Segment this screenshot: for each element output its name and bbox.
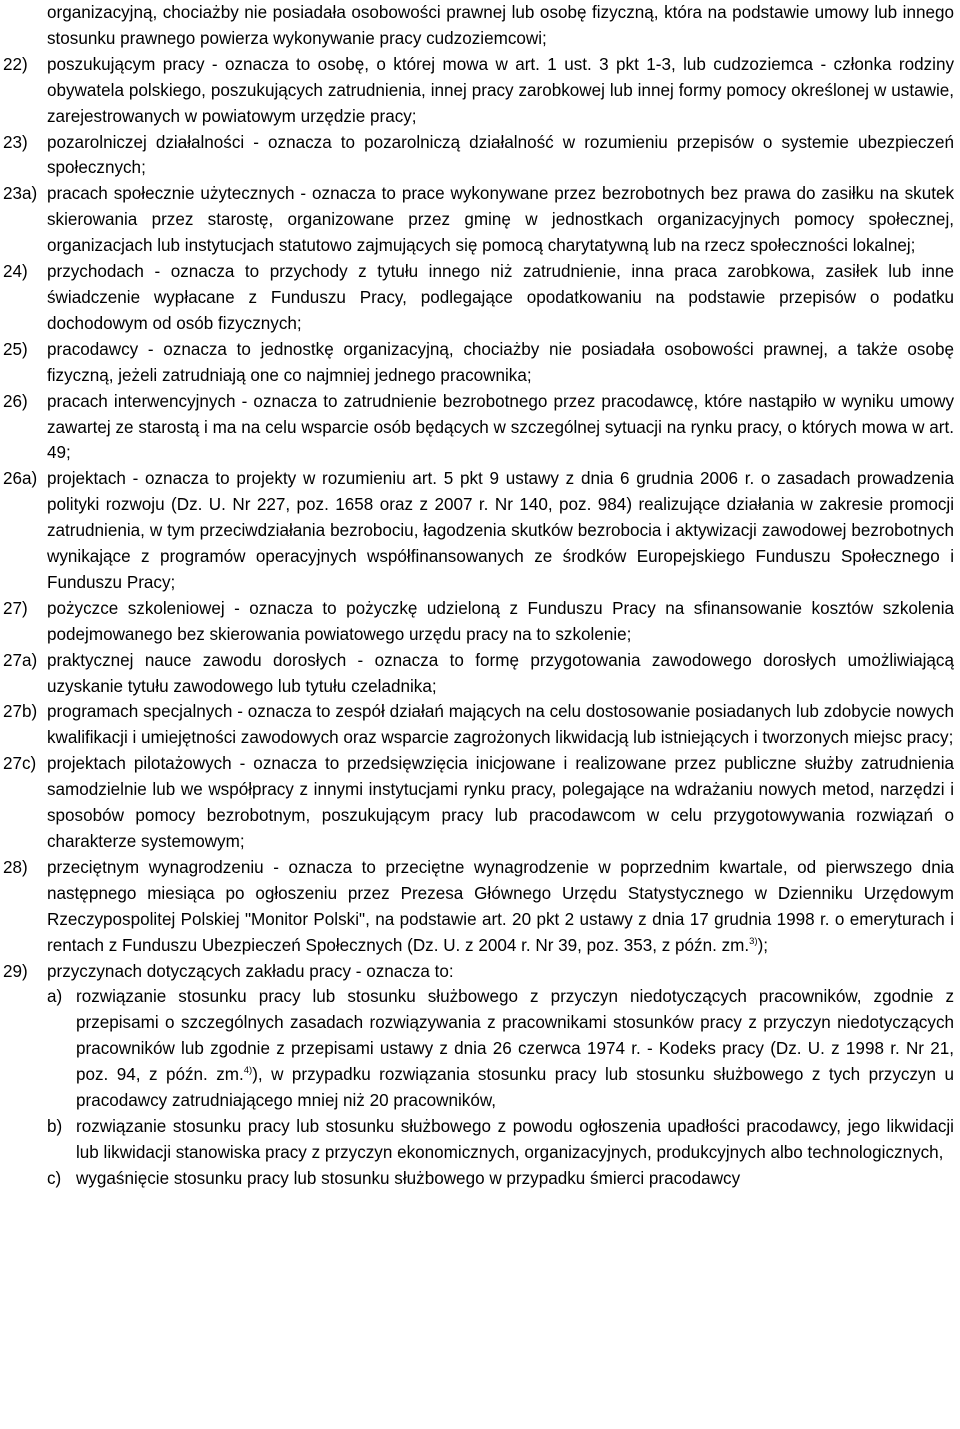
definition-25 <box>3 337 954 389</box>
definition-number: 26a) <box>3 469 38 489</box>
footnote-marker: 4) <box>243 1065 253 1077</box>
definition-text: przychodach - oznacza to przychody z tytułu innego niż zatrudnienie, inna praca zarobkowa, zasiłek lub inne świadczenie wypłacane z Funduszu Pracy, podlegające opodatkowaniu na podstawie przepisów o podatku dochodowym od osób fizycznych; <box>47 262 954 333</box>
definition-text: projektach pilotażowych - oznacza to przedsięwzięcia inicjowane i realizowane przez publiczne służby zatrudnienia samodzielnie lub we współpracy z innymi instytucjami rynku pracy, polegające na wdrażaniu nowych metod, narzędzi i sposobów pomocy bezrobotnym, poszukującym pracy lub pracodawcom w celu przygotowywania rozwiązań o charakterze systemowym; <box>47 754 954 851</box>
definition-23 <box>3 130 954 182</box>
definition-24 <box>3 259 954 337</box>
subitem-text-end: ), w przypadku rozwiązania stosunku pracy lub stosunku służbowego z tych przyczyn u pracodawcy zatrudniającego mniej niż 20 pracowników, <box>76 1065 955 1111</box>
definition-number: 27c) <box>3 754 37 774</box>
definition-29 <box>3 959 954 985</box>
definition-26 <box>3 389 954 467</box>
definition-text: pracach interwencyjnych - oznacza to zatrudnienie bezrobotnego przez pracodawcę, które nastąpiło w wyniku umowy zawartej ze starostą i ma na celu wsparcie osób będących w szczególnej sytuacji na rynku pracy, o których mowa w art. 49; <box>47 391 954 463</box>
definition-text: pracach społecznie użytecznych - oznacza to prace wykonywane przez bezrobotnych bez prawa do zasiłku na skutek skierowania przez starostę, organizowane przez gminę w jednostkach organizacyjnych pomocy społecznej, organizacjach lub instytucjach statutowo zajmujących się pomocą charytatywną lub na rzecz społeczności lokalnej; <box>47 184 954 256</box>
definition-number: 26) <box>3 391 28 411</box>
definition-number: 23) <box>3 132 28 152</box>
subitem-text: rozwiązanie stosunku pracy lub stosunku służbowego z powodu ogłoszenia upadłości pracodawcy, jego likwidacji lub likwidacji stanowiska pracy z przyczyn ekonomicznych, organizacyjnych, produkcyjnych albo technologicznych, <box>76 1116 954 1162</box>
definition-number: 28) <box>3 857 28 877</box>
definition-text: pracodawcy - oznacza to jednostkę organizacyjną, chociażby nie posiadała osobowości prawnej, a także osobę fizyczną, jeżeli zatrudniają one co najmniej jednego pracownika; <box>47 339 954 385</box>
definition-26a <box>3 466 954 596</box>
definition-23a <box>3 181 954 259</box>
definition-number: 29) <box>3 961 28 981</box>
definition-27a <box>3 648 954 700</box>
definition-29-subitem-c <box>3 1166 954 1192</box>
definition-number: 24) <box>3 262 28 282</box>
definition-text: praktycznej nauce zawodu dorosłych - oznacza to formę przygotowania zawodowego dorosłych umożliwiającą uzyskanie tytułu zawodowego lub tytułu czeladnika; <box>47 650 954 696</box>
subitem-letter: a) <box>47 987 63 1007</box>
definition-27 <box>3 596 954 648</box>
definition-28 <box>3 855 954 959</box>
definition-number: 22) <box>3 54 28 74</box>
footnote-marker: 3) <box>749 935 758 947</box>
definition-29-subitem-a <box>3 984 954 1114</box>
subitem-letter: b) <box>47 1116 63 1136</box>
definition-text: pożyczce szkoleniowej - oznacza to pożyczkę udzieloną z Funduszu Pracy na sfinansowanie kosztów szkolenia podejmowanego bez skierowania powiatowego urzędu pracy na to szkolenie; <box>47 598 954 644</box>
subitem-letter: c) <box>47 1168 62 1188</box>
definition-27b <box>3 699 954 751</box>
definition-number: 27b) <box>3 702 38 722</box>
definition-text: programach specjalnych - oznacza to zespół działań mających na celu dostosowanie posiadanych lub zdobycie nowych kwalifikacji i umiejętności zawodowych oraz wsparcie zagrożonych likwidacją lub istniejących i tworzonych miejsc pracy; <box>47 702 954 748</box>
definition-text: przyczynach dotyczących zakładu pracy - oznacza to: <box>47 961 454 981</box>
definition-text: przeciętnym wynagrodzeniu - oznacza to przeciętne wynagrodzenie w poprzednim kwartale, od pierwszego dnia następnego miesiąca po ogłoszeniu przez Prezesa Głównego Urzędu Statystycznego w Dzienniku Urzędowym Rzeczypospolitej Polskiej "Monitor Polski", na podstawie art. 20 pkt 2 ustawy z dnia 17 grudnia 1998 r. o emeryturach i rentach z Funduszu Ubezpieczeń Społecznych (Dz. U. z 2004 r. Nr 39, poz. 353, z późn. zm. <box>47 857 954 955</box>
definition-text-end: ); <box>757 935 769 955</box>
definition-text: organizacyjną, chociażby nie posiadała osobowości prawnej lub osobę fizyczną, która na podstawie umowy lub innego stosunku prawnego powierza wykonywanie pracy cudzoziemcowi; <box>47 3 954 48</box>
definition-text: poszukującym pracy - oznacza to osobę, o której mowa w art. 1 ust. 3 pkt 1-3, lub cudzoziemca - członka rodziny obywatela polskiego, poszukujących zatrudnienia, innej pracy zarobkowej lub innej formy pomocy określonej w ustawie, zarejestrowanych w powiatowym urzędzie pracy; <box>47 54 954 126</box>
definition-number: 23a) <box>3 184 38 204</box>
definition-29-subitem-b <box>3 1114 954 1166</box>
definition-number: 25) <box>3 339 28 359</box>
subitem-text: rozwiązanie stosunku pracy lub stosunku służbowego z przyczyn niedotyczących pracowników, zgodnie z przepisami o szczególnych zasadach rozwiązywania z pracownikami stosunków pracy z przyczyn niedotyczących pracowników lub zgodnie z przepisami ustawy z dnia 26 czerwca 1974 r. - Kodeks pracy (Dz. U. z 1998 r. Nr 21, poz. 94, z późn. zm. <box>76 987 954 1085</box>
definition-number: 27a) <box>3 650 38 670</box>
definition-27c <box>3 751 954 855</box>
definition-text: pozarolniczej działalności - oznacza to pozarolniczą działalność w rozumieniu przepisów o systemie ubezpieczeń społecznych; <box>47 132 954 178</box>
definition-text: projektach - oznacza to projekty w rozumieniu art. 5 pkt 9 ustawy z dnia 6 grudnia 2006 r. o zasadach prowadzenia polityki rozwoju (Dz. U. Nr 227, poz. 1658 oraz z 2007 r. Nr 140, poz. 984) realizujące działania w zakresie promocji zatrudnienia, w tym przeciwdziałania bezrobociu, łagodzenia skutków bezrobocia i aktywizacji zawodowej bezrobotnych wynikające z programów operacyjnych współfinansowanych ze środków Europejskiego Funduszu Społecznego i Funduszu Pracy; <box>47 469 954 592</box>
subitem-text: wygaśnięcie stosunku pracy lub stosunku służbowego w przypadku śmierci pracodawcy <box>76 1168 741 1188</box>
definition-22 <box>3 52 954 130</box>
definition-21-continuation <box>3 0 954 52</box>
definition-number: 27) <box>3 598 28 618</box>
